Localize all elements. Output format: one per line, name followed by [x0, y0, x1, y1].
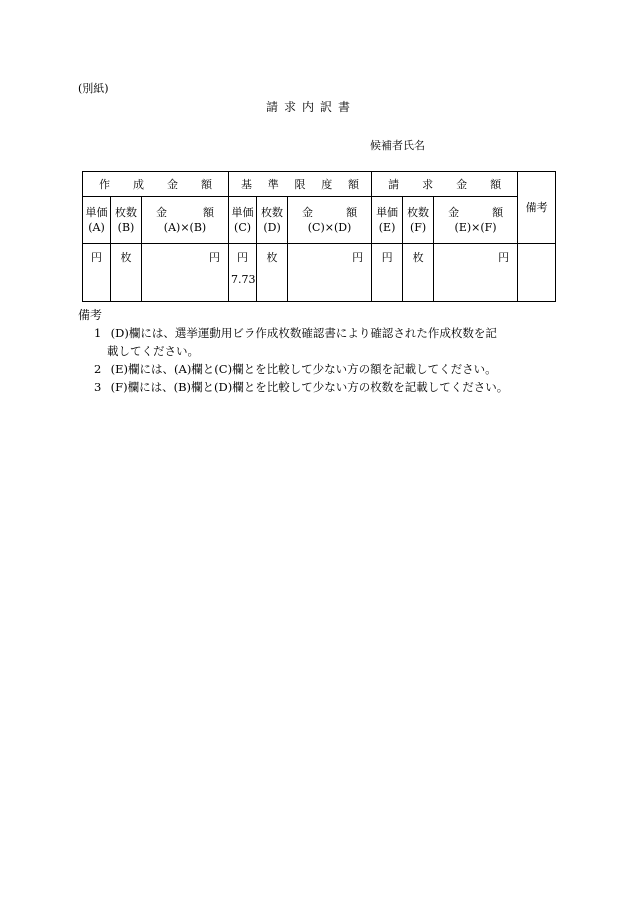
unit-price-c-value: 7.73 [231, 273, 256, 286]
subheader-amount-ab: 金 額 (A)×(B) [142, 197, 229, 244]
note-3: 3 (F)欄には、(B)欄と(D)欄とを比較して少ない方の枚数を記載してください。 [94, 380, 509, 394]
cell-amount-cd: 円 [288, 244, 372, 302]
candidate-name-label: 候補者氏名 [370, 139, 425, 152]
annex-label: (別紙) [78, 82, 109, 95]
header-production-amount: 作 成 金 額 [83, 172, 229, 197]
cell-unit-price-e: 円 [372, 244, 403, 302]
note-1: 1 (D)欄には、選挙運動用ビラ作成枚数確認書により確認された作成枚数を記 [94, 326, 497, 340]
note-1-continuation: 載してください。 [107, 344, 199, 358]
subheader-unit-price-c: 単価 (C) [229, 197, 257, 244]
cell-unit-price-c: 円 7.73 [229, 244, 257, 302]
invoice-table [82, 171, 556, 302]
subheader-count-d: 枚数 (D) [257, 197, 288, 244]
subheader-unit-price-a: 単価 (A) [83, 197, 111, 244]
subheader-unit-price-e: 単価 (E) [372, 197, 403, 244]
cell-amount-ef: 円 [434, 244, 518, 302]
cell-count-b: 枚 [111, 244, 142, 302]
subheader-count-f: 枚数 (F) [403, 197, 434, 244]
subheader-amount-cd: 金 額 (C)×(D) [288, 197, 372, 244]
cell-count-f: 枚 [403, 244, 434, 302]
subheader-amount-ef: 金 額 (E)×(F) [434, 197, 518, 244]
header-standard-limit: 基 準 限 度 額 [229, 172, 372, 197]
header-remarks: 備考 [518, 172, 556, 244]
note-2: 2 (E)欄には、(A)欄と(C)欄とを比較して少ない方の額を記載してください。 [94, 362, 497, 376]
document-title: 請求内訳書 [266, 100, 357, 114]
cell-amount-ab: 円 [142, 244, 229, 302]
cell-unit-price-a: 円 [83, 244, 111, 302]
header-claim-amount: 請 求 金 額 [372, 172, 518, 197]
notes-title: 備考 [78, 308, 103, 322]
cell-remarks [518, 244, 556, 302]
cell-count-d: 枚 [257, 244, 288, 302]
subheader-count-b: 枚数 (B) [111, 197, 142, 244]
